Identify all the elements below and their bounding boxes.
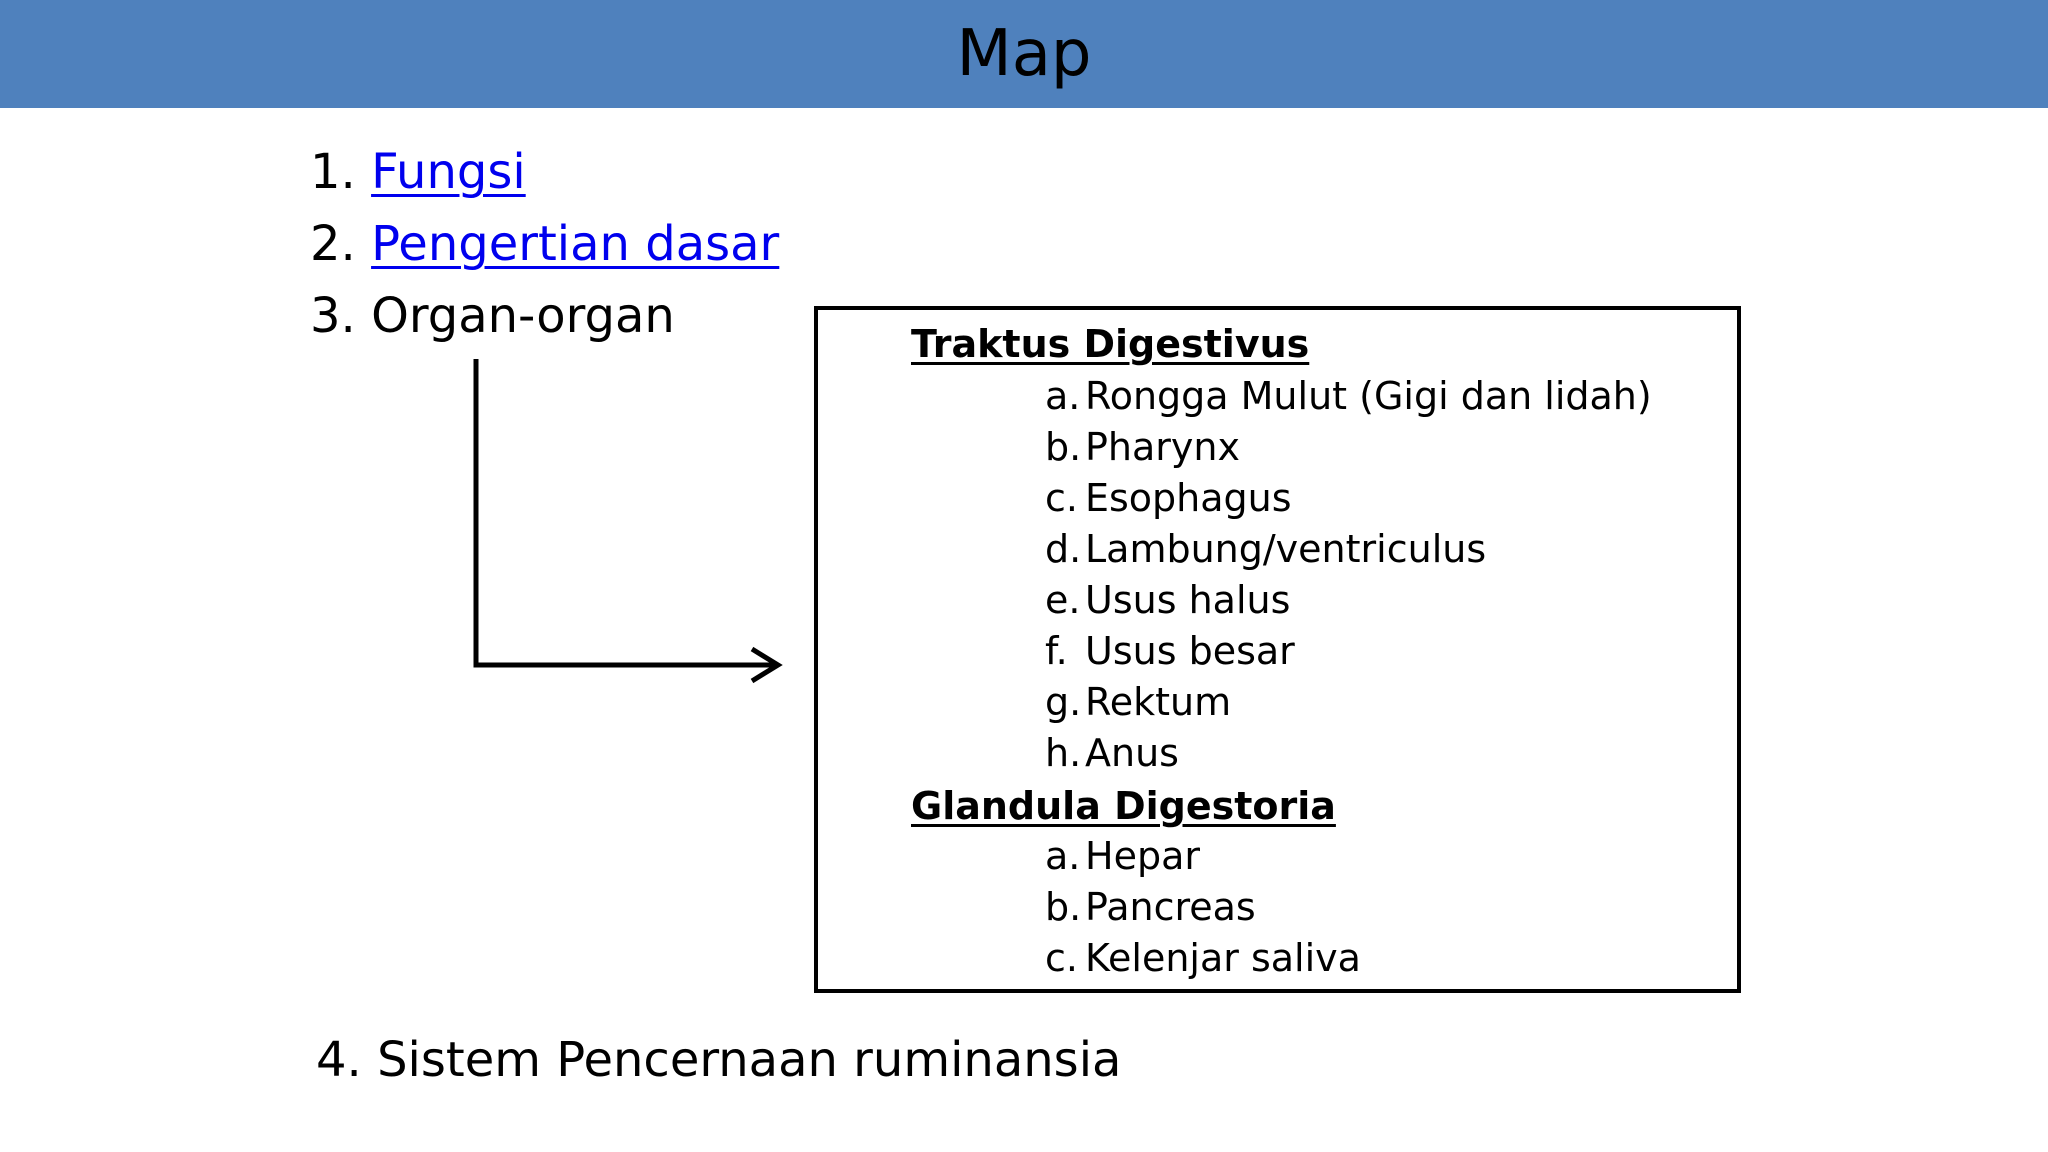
menu-item-number: 2.	[310, 216, 356, 272]
menu-item-organ-organ	[310, 286, 675, 346]
menu-item-label: Organ-organ	[371, 288, 675, 344]
item-name: Usus besar	[1085, 629, 1295, 673]
menu-item-number: 1.	[310, 144, 356, 200]
traktus-digestivus-heading: Traktus Digestivus	[911, 322, 1310, 366]
page-title: Map	[956, 17, 1092, 91]
list-item	[1045, 474, 1292, 522]
item-name: Esophagus	[1085, 476, 1292, 520]
item-name: Rongga Mulut (Gigi dan lidah)	[1085, 374, 1652, 418]
list-item	[1045, 576, 1290, 624]
list-item	[1045, 372, 1652, 420]
menu-item-pengertian-dasar[interactable]	[310, 214, 779, 274]
list-item	[1045, 729, 1179, 777]
organ-box	[814, 306, 1741, 993]
item-letter: f.	[1045, 629, 1068, 673]
item-name: Kelenjar saliva	[1085, 936, 1361, 980]
item-name: Anus	[1085, 731, 1179, 775]
item-name: Hepar	[1085, 834, 1200, 878]
menu-item-label: Sistem Pencernaan ruminansia	[377, 1032, 1122, 1088]
item-name: Pancreas	[1085, 885, 1256, 929]
menu-item-number: 4.	[316, 1032, 362, 1088]
list-item	[1045, 883, 1256, 931]
glandula-digestoria-heading: Glandula Digestoria	[911, 784, 1336, 828]
item-letter: c.	[1045, 936, 1078, 980]
item-letter: a.	[1045, 374, 1081, 418]
item-letter: d.	[1045, 527, 1082, 571]
fungsi-link[interactable]: Fungsi	[371, 144, 526, 200]
item-letter: g.	[1045, 680, 1082, 724]
item-name: Lambung/ventriculus	[1085, 527, 1487, 571]
pengertian-dasar-link[interactable]: Pengertian dasar	[371, 216, 780, 272]
list-item	[1045, 627, 1295, 675]
list-item	[1045, 934, 1361, 982]
connector-line	[476, 359, 775, 665]
item-letter: b.	[1045, 885, 1082, 929]
connector-arrow	[460, 355, 790, 685]
menu-item-sistem-pencernaan-ruminansia	[316, 1030, 1121, 1090]
item-letter: e.	[1045, 578, 1081, 622]
list-item	[1045, 423, 1240, 471]
item-name: Rektum	[1085, 680, 1232, 724]
item-name: Pharynx	[1085, 425, 1240, 469]
list-item	[1045, 832, 1200, 880]
item-letter: b.	[1045, 425, 1082, 469]
item-name: Usus halus	[1085, 578, 1291, 622]
list-item	[1045, 525, 1486, 573]
menu-item-number: 3.	[310, 288, 356, 344]
item-letter: a.	[1045, 834, 1081, 878]
item-letter: h.	[1045, 731, 1082, 775]
menu-item-fungsi[interactable]	[310, 142, 526, 202]
item-letter: c.	[1045, 476, 1078, 520]
list-item	[1045, 678, 1231, 726]
